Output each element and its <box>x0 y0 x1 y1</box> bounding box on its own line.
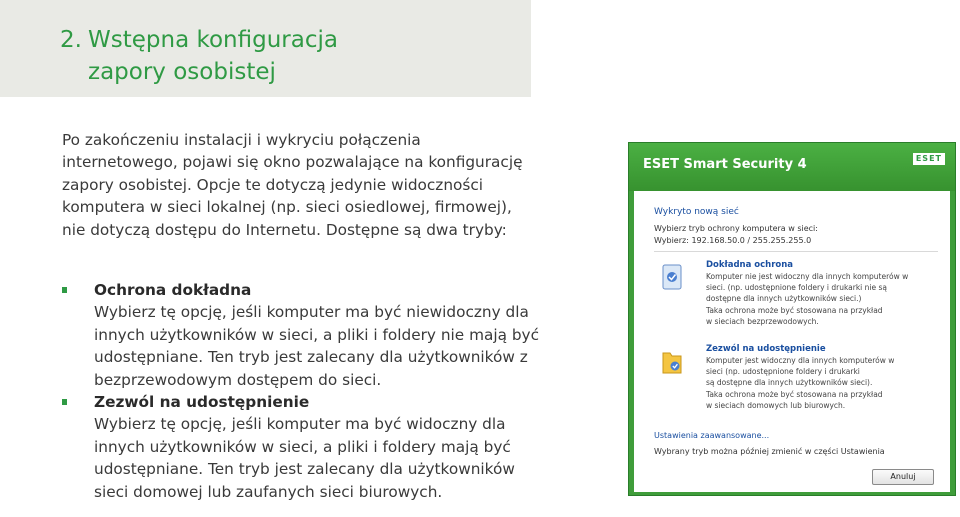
shared-folder-icon <box>662 347 682 375</box>
intro-paragraph: Po zakończeniu instalacji i wykryciu połączenia internetowego, pojawi się okno pozwalające na konfigurację zapory osobistej. Opcje te dotyczą jedynie widoczności komputera w sieci lokalnej (np. sieci osiedlowej, firmowej), nie dotyczą dostępu do Internetu. Dostępne są dwa tryby: <box>62 131 523 239</box>
eset-logo: ESET <box>913 153 945 165</box>
option-title: Dokładna ochrona <box>706 260 794 270</box>
bullet-icon <box>62 287 67 293</box>
option-title: Zezwól na udostępnienie <box>706 344 826 354</box>
mode-title: Zezwól na udostępnienie <box>94 393 310 412</box>
option-line: Komputer jest widoczny dla innych komputerów w <box>706 356 895 365</box>
option-line: sieci. (np. udostępnione foldery i drukarki nie są <box>706 283 887 293</box>
mode-item-ochrona <box>62 279 542 391</box>
dialog-hint: Wybrany tryb można później zmienić w części Ustawienia <box>654 447 885 456</box>
mode-list <box>62 279 542 503</box>
option-line: sieci (np. udostępnione foldery i drukarki <box>706 367 860 377</box>
section-title-line2: zapory osobistej <box>88 59 276 85</box>
dialog-network-info: Wybierz: 192.168.50.0 / 255.255.255.0 <box>654 236 812 245</box>
option-line: Taka ochrona może być stosowana na przykład <box>706 305 883 315</box>
option-line: Taka ochrona może być stosowana na przykład <box>706 389 883 399</box>
section-title-line1: Wstępna konfiguracja <box>88 27 338 53</box>
dialog-divider <box>654 251 938 252</box>
dialog-subtitle: Wybierz tryb ochrony komputera w sieci: <box>654 224 818 233</box>
mode-description: Wybierz tę opcję, jeśli komputer ma być widoczny dla innych użytkowników w sieci, a pliki i foldery mają być udostępniane. Ten tryb jest zalecany dla użytkowników sieci domowej lub zaufanych sieci biurowych. <box>94 415 515 501</box>
option-line: dostępne dla innych użytkowników sieci.) <box>706 294 862 304</box>
option-line: w sieciach bezprzewodowych. <box>706 316 819 326</box>
dialog-title: ESET Smart Security 4 <box>643 157 807 172</box>
dialog-heading: Wykryto nową sieć <box>654 207 739 217</box>
bullet-icon <box>62 399 67 405</box>
mode-item-udostepnienie <box>62 391 542 503</box>
dialog-body <box>634 191 950 492</box>
dialog-header <box>629 143 955 191</box>
advanced-settings-link[interactable]: Ustawienia zaawansowane... <box>654 431 770 440</box>
mode-description: Wybierz tę opcję, jeśli komputer ma być niewidoczny dla innych użytkowników w sieci, a pliki i foldery nie mają być udostępniane. Ten tryb jest zalecany dla użytkowników z bezprzewodowym dostępem do sieci. <box>94 303 539 389</box>
cancel-button[interactable]: Anuluj <box>872 469 934 485</box>
option-line: są dostępne dla innych użytkowników sieci). <box>706 378 873 388</box>
mode-title: Ochrona dokładna <box>94 281 252 299</box>
section-title <box>60 24 338 88</box>
option-line: Komputer nie jest widoczny dla innych komputerów w <box>706 272 909 281</box>
eset-dialog-screenshot <box>628 142 956 496</box>
shield-network-icon <box>662 263 682 291</box>
section-number: 2. <box>60 27 82 53</box>
option-line: w sieciach domowych lub biurowych. <box>706 400 846 410</box>
